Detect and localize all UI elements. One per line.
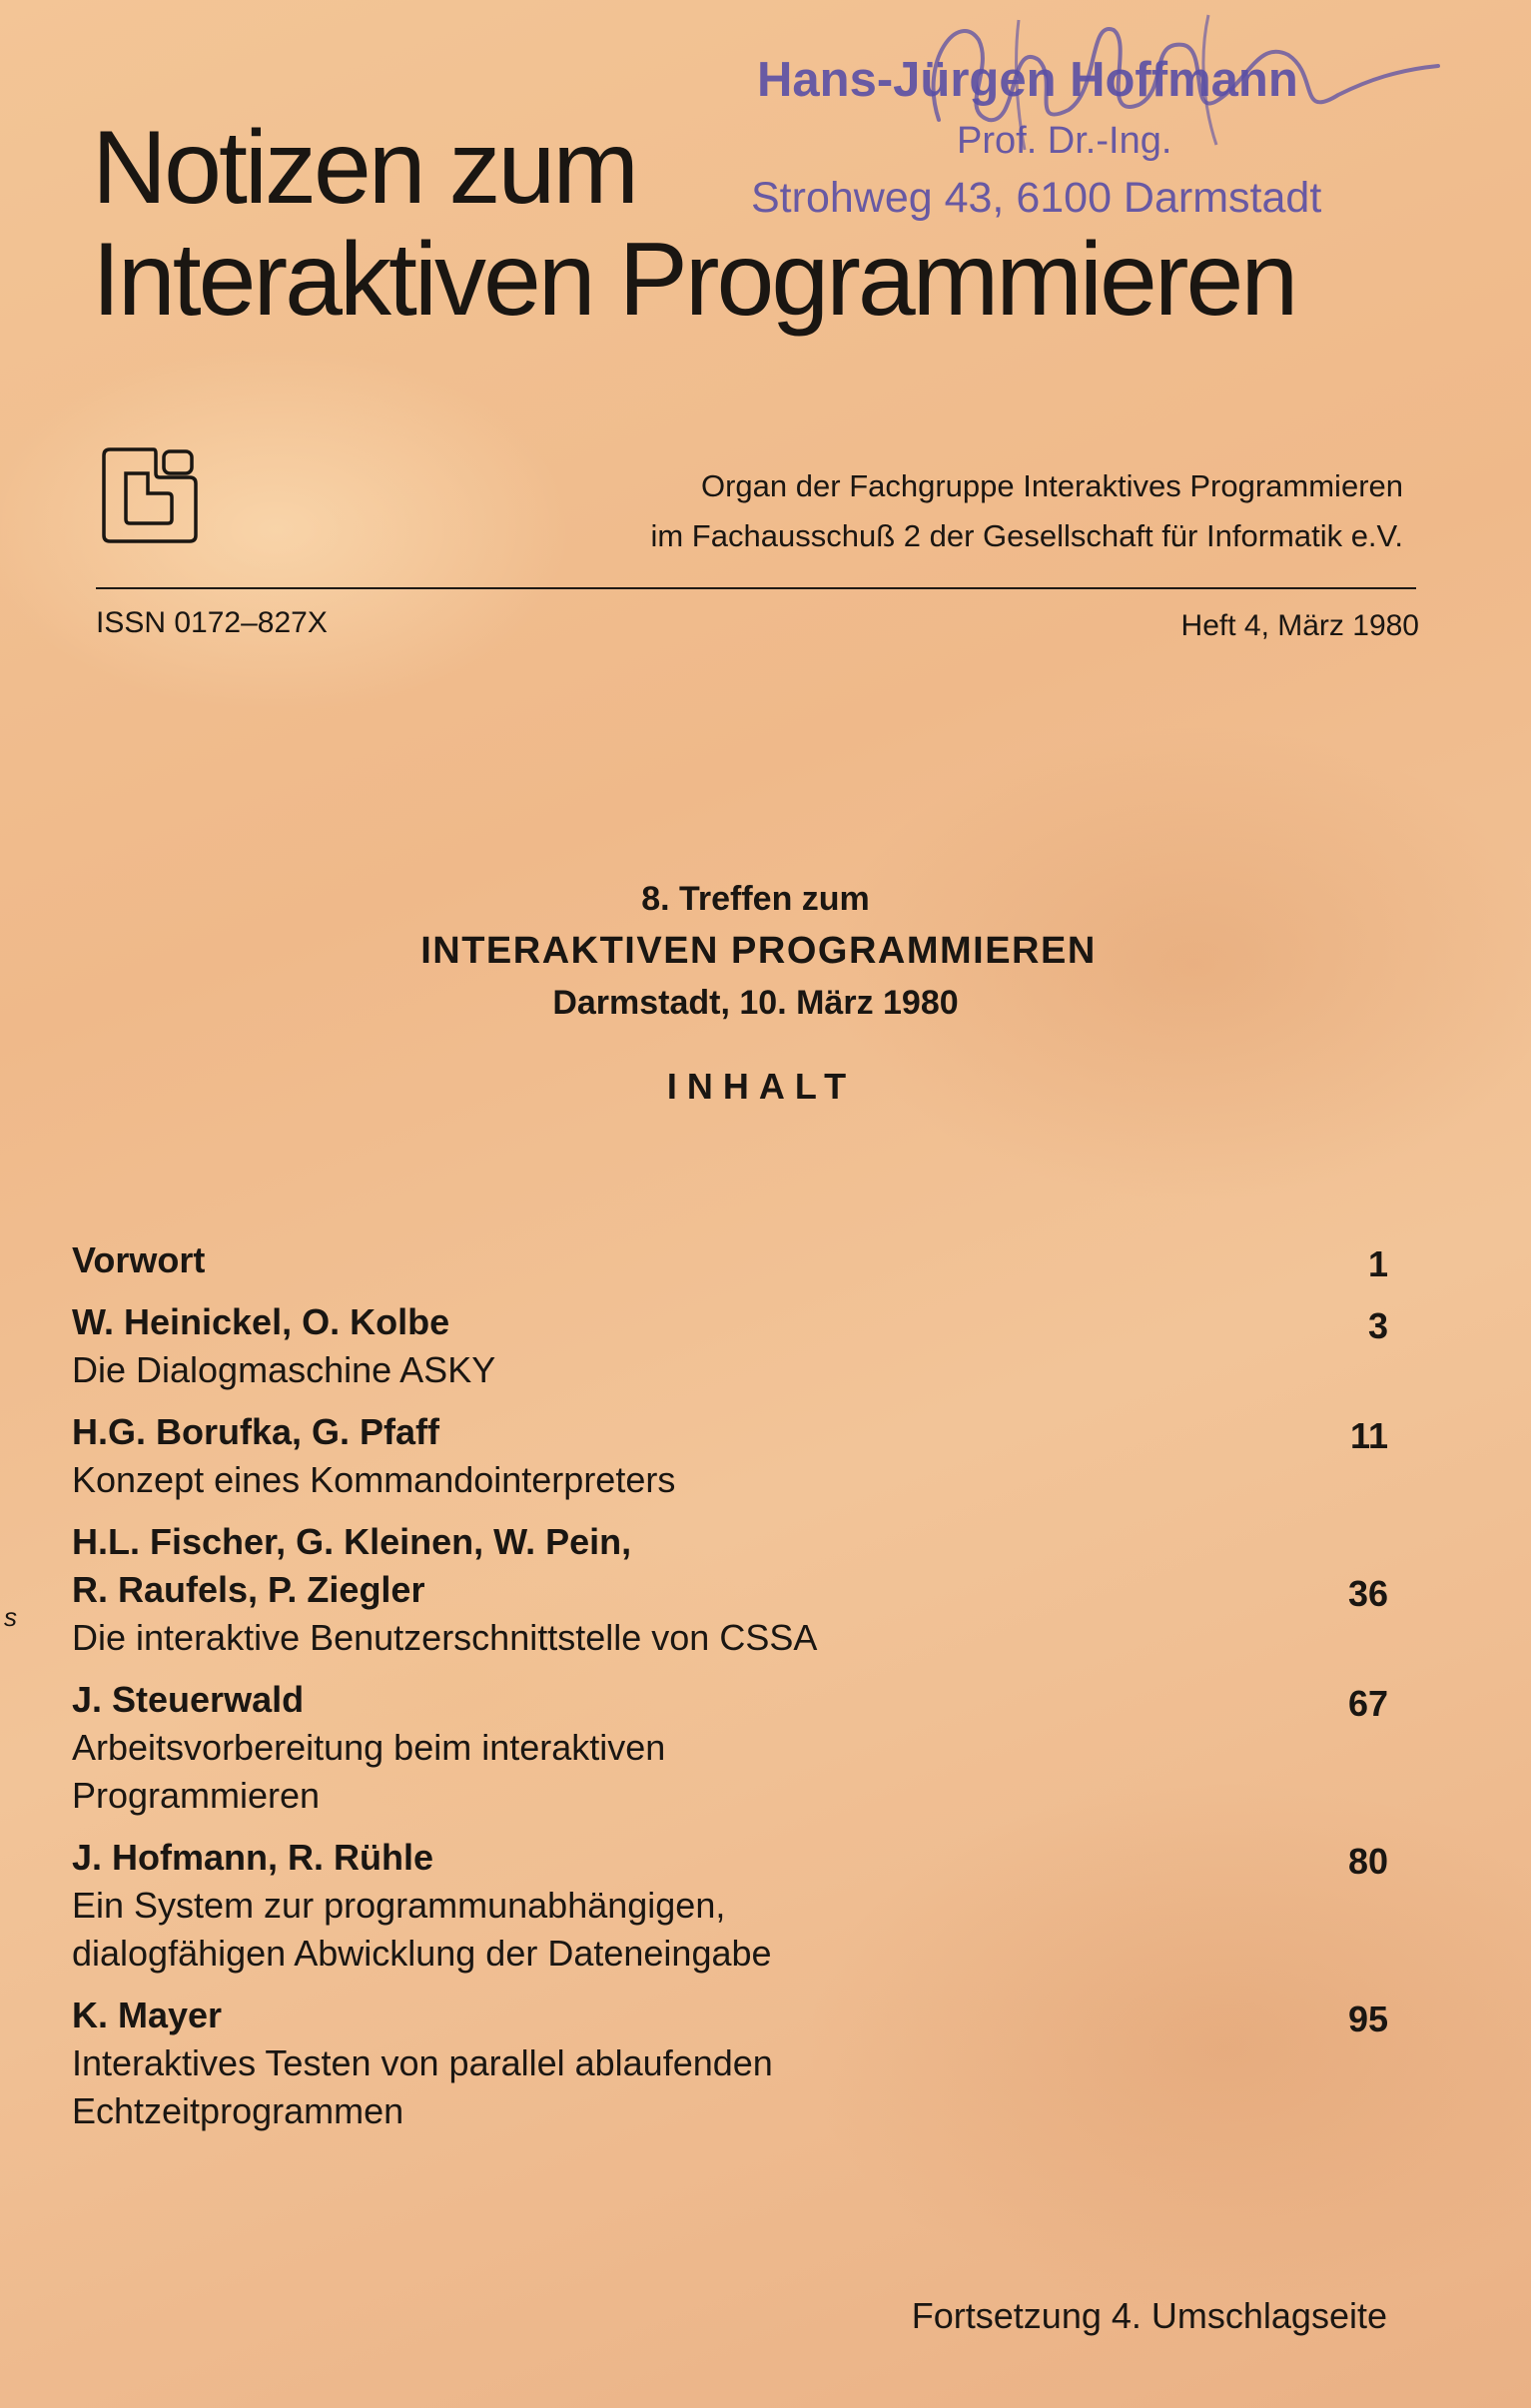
- journal-title-line-1: Notizen zum: [92, 110, 636, 226]
- organ-line-2: im Fachausschuß 2 der Gesellschaft für Informatik e.V.: [650, 518, 1403, 553]
- toc-author: K. Mayer: [72, 1995, 223, 2035]
- event-line-2: INTERAKTIVEN PROGRAMMIEREN: [420, 930, 1097, 972]
- toc-author: H.G. Borufka, G. Pfaff: [72, 1411, 440, 1452]
- toc-title: Ein System zur programmunabhängigen,: [72, 1885, 726, 1926]
- stamp-address: Strohweg 43, 6100 Darmstadt: [751, 174, 1322, 222]
- event-line-3: Darmstadt, 10. März 1980: [552, 984, 959, 1022]
- toc-entry: [72, 1518, 1388, 1662]
- toc-author: Vorwort: [72, 1239, 206, 1280]
- toc-title: Interaktives Testen von parallel ablaufenden: [72, 2042, 773, 2083]
- toc-entry: [72, 1408, 1388, 1504]
- stamp-title: Prof. Dr.-Ing.: [957, 120, 1172, 162]
- toc-title-continued: dialogfähigen Abwicklung der Dateneingabe: [72, 1933, 772, 1974]
- margin-annotation: s: [4, 1602, 17, 1632]
- toc-entry: [72, 1298, 1388, 1394]
- toc-author: J. Steuerwald: [72, 1679, 305, 1720]
- event-line-1: 8. Treffen zum: [641, 880, 870, 918]
- toc-author: W. Heinickel, O. Kolbe: [72, 1301, 450, 1342]
- issn: ISSN 0172–827X: [96, 606, 328, 639]
- organ-line-1: Organ der Fachgruppe Interaktives Programmieren: [701, 468, 1403, 503]
- toc-page-number: 3: [1367, 1305, 1388, 1346]
- toc-entry: [72, 1992, 1388, 2135]
- toc-page-number: 11: [1349, 1415, 1388, 1456]
- table-of-contents: [72, 1236, 1388, 2149]
- toc-title: Die interaktive Benutzerschnittstelle von CSSA: [72, 1617, 818, 1658]
- toc-page-number: 36: [1347, 1573, 1388, 1614]
- event-heading: [0, 874, 1531, 1108]
- toc-title: Arbeitsvorbereitung beim interaktiven: [72, 1727, 666, 1768]
- toc-author-continued: R. Raufels, P. Ziegler: [72, 1569, 425, 1610]
- toc-entry: [72, 1834, 1388, 1978]
- toc-entry: [72, 1676, 1388, 1820]
- toc-entry-vorwort: [72, 1236, 1388, 1284]
- header-divider: [96, 587, 1416, 589]
- organ-description: [650, 461, 1403, 561]
- toc-title: Konzept eines Kommandointerpreters: [72, 1459, 676, 1500]
- issue-date: Heft 4, März 1980: [1180, 609, 1419, 642]
- toc-page-number: 67: [1347, 1683, 1388, 1724]
- toc-page-number: 1: [1367, 1243, 1388, 1284]
- toc-author: J. Hofmann, R. Rühle: [72, 1837, 434, 1878]
- contents-heading: INHALT: [666, 1066, 857, 1107]
- journal-title-line-2: Interaktiven Programmieren: [92, 222, 1296, 338]
- toc-title-continued: Programmieren: [72, 1775, 321, 1816]
- gi-logo-icon: [98, 443, 202, 547]
- toc-title: Die Dialogmaschine ASKY: [72, 1349, 496, 1390]
- stamp-name: Hans-Jürgen Hoffmann: [757, 53, 1298, 107]
- toc-title-continued: Echtzeitprogrammen: [72, 2090, 404, 2131]
- toc-page-number: 95: [1347, 1999, 1388, 2039]
- continuation-note: Fortsetzung 4. Umschlagseite: [911, 2295, 1387, 2336]
- toc-page-number: 80: [1347, 1841, 1388, 1882]
- toc-author: H.L. Fischer, G. Kleinen, W. Pein,: [72, 1521, 632, 1562]
